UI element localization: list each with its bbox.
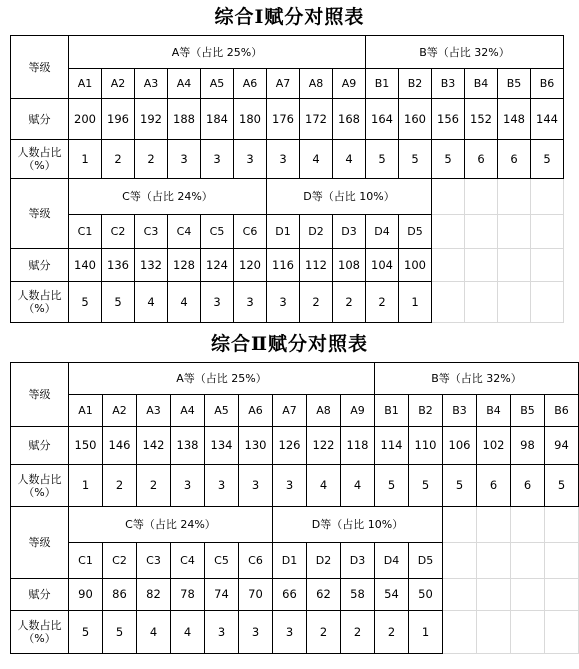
score-cell: 62 — [307, 579, 341, 611]
count-cell: 4 — [341, 465, 375, 507]
grade-cell: D2 — [300, 215, 333, 249]
empty-cell — [443, 611, 477, 654]
count-cell: 5 — [545, 465, 579, 507]
empty-cell — [545, 507, 579, 543]
score-cell: 94 — [545, 427, 579, 465]
count-cell: 3 — [168, 140, 201, 179]
score-cell: 112 — [300, 249, 333, 282]
grade-cell: C1 — [69, 543, 103, 579]
count-cell: 3 — [171, 465, 205, 507]
grade-cell: D5 — [409, 543, 443, 579]
count-cell: 5 — [366, 140, 399, 179]
grade-cell: C1 — [69, 215, 102, 249]
empty-cell — [511, 611, 545, 654]
empty-cell — [498, 249, 531, 282]
grade-cell: D3 — [341, 543, 375, 579]
count-cell: 2 — [103, 465, 137, 507]
score-cell: 196 — [102, 99, 135, 140]
empty-cell — [545, 579, 579, 611]
empty-cell — [443, 543, 477, 579]
empty-cell — [498, 282, 531, 323]
count-cell: 5 — [375, 465, 409, 507]
empty-cell — [477, 579, 511, 611]
score-cell: 124 — [201, 249, 234, 282]
score-cell: 160 — [399, 99, 432, 140]
grade-cell: B5 — [498, 69, 531, 99]
count-cell: 6 — [498, 140, 531, 179]
count-cell: 1 — [409, 611, 443, 654]
group-d-header: D等（占比 10%） — [273, 507, 443, 543]
empty-cell — [432, 179, 465, 215]
count-cell: 4 — [137, 611, 171, 654]
empty-cell — [531, 249, 564, 282]
table-2-title: 综合Ⅱ赋分对照表 — [210, 333, 368, 355]
grade-cell: A4 — [168, 69, 201, 99]
score-cell: 180 — [234, 99, 267, 140]
count-cell: 2 — [375, 611, 409, 654]
empty-cell — [443, 507, 477, 543]
count-cell: 3 — [234, 282, 267, 323]
score-label: 赋分 — [11, 249, 69, 282]
grade-cell: B2 — [409, 395, 443, 427]
count-cell: 3 — [201, 140, 234, 179]
score-cell: 108 — [333, 249, 366, 282]
count-cell: 2 — [366, 282, 399, 323]
grade-cell: A6 — [239, 395, 273, 427]
count-cell: 4 — [333, 140, 366, 179]
count-cell: 4 — [171, 611, 205, 654]
score-label: 赋分 — [11, 99, 69, 140]
group-c-header: C等（占比 24%） — [69, 507, 273, 543]
count-cell: 4 — [307, 465, 341, 507]
count-label: 人数占比（%） — [11, 282, 69, 323]
score-cell: 138 — [171, 427, 205, 465]
grade-cell: A1 — [69, 395, 103, 427]
count-cell: 2 — [333, 282, 366, 323]
count-cell: 5 — [531, 140, 564, 179]
count-cell: 5 — [69, 282, 102, 323]
score-cell: 128 — [168, 249, 201, 282]
count-cell: 2 — [307, 611, 341, 654]
empty-cell — [432, 282, 465, 323]
score-cell: 98 — [511, 427, 545, 465]
score-cell: 126 — [273, 427, 307, 465]
count-cell: 2 — [341, 611, 375, 654]
empty-cell — [511, 543, 545, 579]
score-cell: 130 — [239, 427, 273, 465]
empty-cell — [443, 579, 477, 611]
count-cell: 1 — [69, 140, 102, 179]
grade-cell: A8 — [300, 69, 333, 99]
score-cell: 54 — [375, 579, 409, 611]
grade-cell: B2 — [399, 69, 432, 99]
score-cell: 140 — [69, 249, 102, 282]
count-cell: 3 — [239, 465, 273, 507]
count-cell: 3 — [234, 140, 267, 179]
grade-cell: B4 — [465, 69, 498, 99]
score-cell: 120 — [234, 249, 267, 282]
grade-cell: B3 — [432, 69, 465, 99]
grade-label: 等级 — [11, 36, 69, 99]
count-cell: 6 — [465, 140, 498, 179]
score-cell: 116 — [267, 249, 300, 282]
grade-cell: B3 — [443, 395, 477, 427]
grade-cell: A7 — [267, 69, 300, 99]
empty-cell — [498, 179, 531, 215]
score-cell: 82 — [137, 579, 171, 611]
grade-cell: A1 — [69, 69, 102, 99]
score-cell: 104 — [366, 249, 399, 282]
count-cell: 5 — [103, 611, 137, 654]
grade-cell: C6 — [239, 543, 273, 579]
grade-cell: C3 — [137, 543, 171, 579]
grade-cell: D1 — [267, 215, 300, 249]
count-label: 人数占比（%） — [11, 465, 69, 507]
count-cell: 2 — [137, 465, 171, 507]
empty-cell — [477, 611, 511, 654]
empty-cell — [498, 215, 531, 249]
score-label: 赋分 — [11, 427, 69, 465]
empty-cell — [545, 611, 579, 654]
count-cell: 4 — [300, 140, 333, 179]
grade-label: 等级 — [11, 363, 69, 427]
score-cell: 78 — [171, 579, 205, 611]
score-cell: 110 — [409, 427, 443, 465]
score-table-2 — [10, 362, 579, 654]
score-cell: 142 — [137, 427, 171, 465]
grade-cell: B5 — [511, 395, 545, 427]
grade-cell: B4 — [477, 395, 511, 427]
count-cell: 3 — [267, 282, 300, 323]
grade-cell: A6 — [234, 69, 267, 99]
score-cell: 156 — [432, 99, 465, 140]
score-cell: 86 — [103, 579, 137, 611]
score-cell: 188 — [168, 99, 201, 140]
grade-cell: A2 — [103, 395, 137, 427]
score-table-1 — [10, 35, 564, 323]
grade-cell: B6 — [545, 395, 579, 427]
empty-cell — [432, 215, 465, 249]
group-b-header: B等（占比 32%） — [375, 363, 579, 395]
count-cell: 5 — [443, 465, 477, 507]
group-c-header: C等（占比 24%） — [69, 179, 267, 215]
score-cell: 50 — [409, 579, 443, 611]
table-1-title: 综合Ⅰ赋分对照表 — [214, 6, 365, 28]
grade-cell: A3 — [135, 69, 168, 99]
score-cell: 58 — [341, 579, 375, 611]
grade-cell: A5 — [205, 395, 239, 427]
count-cell: 5 — [399, 140, 432, 179]
grade-cell: B1 — [366, 69, 399, 99]
score-cell: 150 — [69, 427, 103, 465]
score-cell: 152 — [465, 99, 498, 140]
score-cell: 136 — [102, 249, 135, 282]
count-cell: 4 — [168, 282, 201, 323]
grade-cell: B1 — [375, 395, 409, 427]
grade-cell: C5 — [205, 543, 239, 579]
score-cell: 74 — [205, 579, 239, 611]
grade-cell: C4 — [168, 215, 201, 249]
grade-cell: D3 — [333, 215, 366, 249]
grade-cell: A9 — [333, 69, 366, 99]
grade-cell: A8 — [307, 395, 341, 427]
count-cell: 3 — [267, 140, 300, 179]
empty-cell — [477, 507, 511, 543]
grade-cell: C2 — [102, 215, 135, 249]
score-cell: 70 — [239, 579, 273, 611]
empty-cell — [477, 543, 511, 579]
score-cell: 66 — [273, 579, 307, 611]
score-cell: 176 — [267, 99, 300, 140]
score-cell: 200 — [69, 99, 102, 140]
count-cell: 1 — [69, 465, 103, 507]
grade-label: 等级 — [11, 507, 69, 579]
count-label: 人数占比（%） — [11, 611, 69, 654]
count-cell: 3 — [273, 611, 307, 654]
count-cell: 5 — [432, 140, 465, 179]
grade-cell: D2 — [307, 543, 341, 579]
score-cell: 118 — [341, 427, 375, 465]
empty-cell — [465, 215, 498, 249]
count-cell: 3 — [205, 611, 239, 654]
count-cell: 5 — [102, 282, 135, 323]
grade-cell: A9 — [341, 395, 375, 427]
count-cell: 1 — [399, 282, 432, 323]
grade-cell: D1 — [273, 543, 307, 579]
empty-cell — [531, 179, 564, 215]
empty-cell — [531, 282, 564, 323]
count-cell: 5 — [409, 465, 443, 507]
grade-cell: C3 — [135, 215, 168, 249]
score-cell: 144 — [531, 99, 564, 140]
empty-cell — [511, 579, 545, 611]
count-cell: 6 — [477, 465, 511, 507]
count-cell: 5 — [69, 611, 103, 654]
score-cell: 102 — [477, 427, 511, 465]
empty-cell — [432, 249, 465, 282]
grade-cell: A3 — [137, 395, 171, 427]
score-cell: 114 — [375, 427, 409, 465]
score-cell: 172 — [300, 99, 333, 140]
score-cell: 122 — [307, 427, 341, 465]
score-cell: 90 — [69, 579, 103, 611]
count-cell: 6 — [511, 465, 545, 507]
empty-cell — [531, 215, 564, 249]
count-cell: 2 — [135, 140, 168, 179]
count-cell: 4 — [135, 282, 168, 323]
count-cell: 2 — [102, 140, 135, 179]
score-cell: 164 — [366, 99, 399, 140]
score-cell: 146 — [103, 427, 137, 465]
empty-cell — [465, 282, 498, 323]
score-cell: 134 — [205, 427, 239, 465]
score-cell: 100 — [399, 249, 432, 282]
score-cell: 192 — [135, 99, 168, 140]
group-d-header: D等（占比 10%） — [267, 179, 432, 215]
score-cell: 184 — [201, 99, 234, 140]
count-cell: 3 — [205, 465, 239, 507]
grade-cell: C4 — [171, 543, 205, 579]
grade-cell: D4 — [366, 215, 399, 249]
count-cell: 2 — [300, 282, 333, 323]
grade-label: 等级 — [11, 179, 69, 249]
grade-cell: A7 — [273, 395, 307, 427]
empty-cell — [465, 179, 498, 215]
grade-cell: C5 — [201, 215, 234, 249]
empty-cell — [545, 543, 579, 579]
group-a-header: A等（占比 25%） — [69, 36, 366, 69]
score-cell: 168 — [333, 99, 366, 140]
grade-cell: D5 — [399, 215, 432, 249]
grade-cell: C6 — [234, 215, 267, 249]
empty-cell — [465, 249, 498, 282]
grade-cell: A4 — [171, 395, 205, 427]
group-b-header: B等（占比 32%） — [366, 36, 564, 69]
grade-cell: A2 — [102, 69, 135, 99]
grade-cell: A5 — [201, 69, 234, 99]
count-cell: 3 — [273, 465, 307, 507]
group-a-header: A等（占比 25%） — [69, 363, 375, 395]
score-cell: 148 — [498, 99, 531, 140]
score-cell: 106 — [443, 427, 477, 465]
empty-cell — [511, 507, 545, 543]
grade-cell: D4 — [375, 543, 409, 579]
count-cell: 3 — [239, 611, 273, 654]
grade-cell: C2 — [103, 543, 137, 579]
grade-cell: B6 — [531, 69, 564, 99]
score-cell: 132 — [135, 249, 168, 282]
score-label: 赋分 — [11, 579, 69, 611]
count-cell: 3 — [201, 282, 234, 323]
count-label: 人数占比（%） — [11, 140, 69, 179]
